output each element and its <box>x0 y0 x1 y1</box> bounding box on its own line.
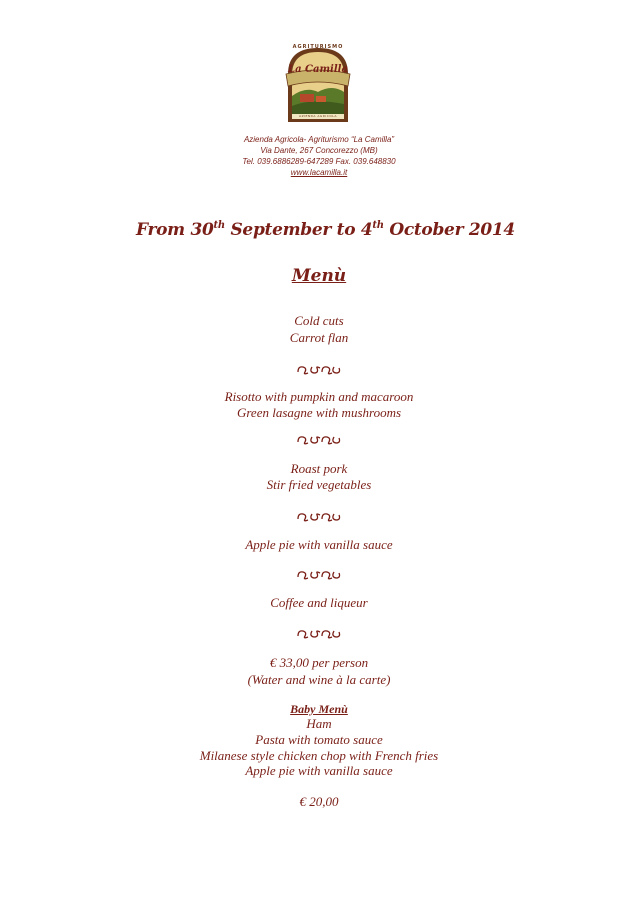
menu-title: Menù <box>291 266 347 286</box>
logo-top-text: AGRITURISMO <box>292 44 344 50</box>
menu-item: Cold cuts <box>294 313 344 328</box>
menu-item: Stir fried vegetables <box>266 477 372 492</box>
address-line-2: Via Dante, 267 Concorezzo (MB) <box>260 146 378 155</box>
baby-menu-price: € 20,00 <box>299 794 339 809</box>
address-block <box>0 134 638 178</box>
ornament-divider <box>0 362 638 376</box>
website-link[interactable]: www.lacamilla.it <box>290 168 348 177</box>
ornament-flourish-icon <box>295 433 343 447</box>
headline-sup-1: th <box>213 220 225 231</box>
logo-name: La Camilla <box>288 64 348 75</box>
menu-item: Apple pie with vanilla sauce <box>245 537 393 552</box>
menu-item: Green lasagne with mushrooms <box>236 405 402 420</box>
menu-item: Carrot flan <box>289 330 349 345</box>
menu-price: € 33,00 per person <box>269 655 369 670</box>
menu-item: Roast pork <box>290 461 348 476</box>
ornament-flourish-icon <box>295 627 343 641</box>
headline-sup-2: th <box>372 220 384 231</box>
ornament-flourish-icon <box>295 568 343 582</box>
menu-price-note: (Water and wine à la carte) <box>247 672 391 687</box>
headline-part-1: From 30 <box>136 220 214 240</box>
baby-menu-item: Ham <box>306 716 332 731</box>
logo-bottom-text: AZIENDA AGRICOLA <box>299 114 337 118</box>
baby-menu-item: Pasta with tomato sauce <box>255 732 383 747</box>
baby-menu-title: Baby Menù <box>290 702 348 716</box>
headline-part-2: September to 4 <box>224 220 373 240</box>
ornament-divider <box>0 432 638 446</box>
menu-item: Coffee and liqueur <box>270 595 368 610</box>
menu-item: Risotto with pumpkin and macaroon <box>224 389 414 404</box>
ornament-divider <box>0 567 638 581</box>
ornament-flourish-icon <box>295 363 343 377</box>
logo-emblem-icon <box>282 44 354 124</box>
address-line-3: Tel. 039.6886289-647289 Fax. 039.648830 <box>242 157 396 166</box>
address-line-1: Azienda Agricola- Agriturismo “La Camilla” <box>243 135 395 144</box>
headline-part-3: October 2014 <box>383 220 515 240</box>
agriturismo-logo <box>282 44 354 124</box>
date-headline <box>136 220 536 240</box>
baby-menu-item: Apple pie with vanilla sauce <box>245 763 393 778</box>
ornament-flourish-icon <box>295 510 343 524</box>
baby-menu-item: Milanese style chicken chop with French fries <box>199 748 439 763</box>
ornament-divider <box>0 626 638 640</box>
ornament-divider <box>0 509 638 523</box>
